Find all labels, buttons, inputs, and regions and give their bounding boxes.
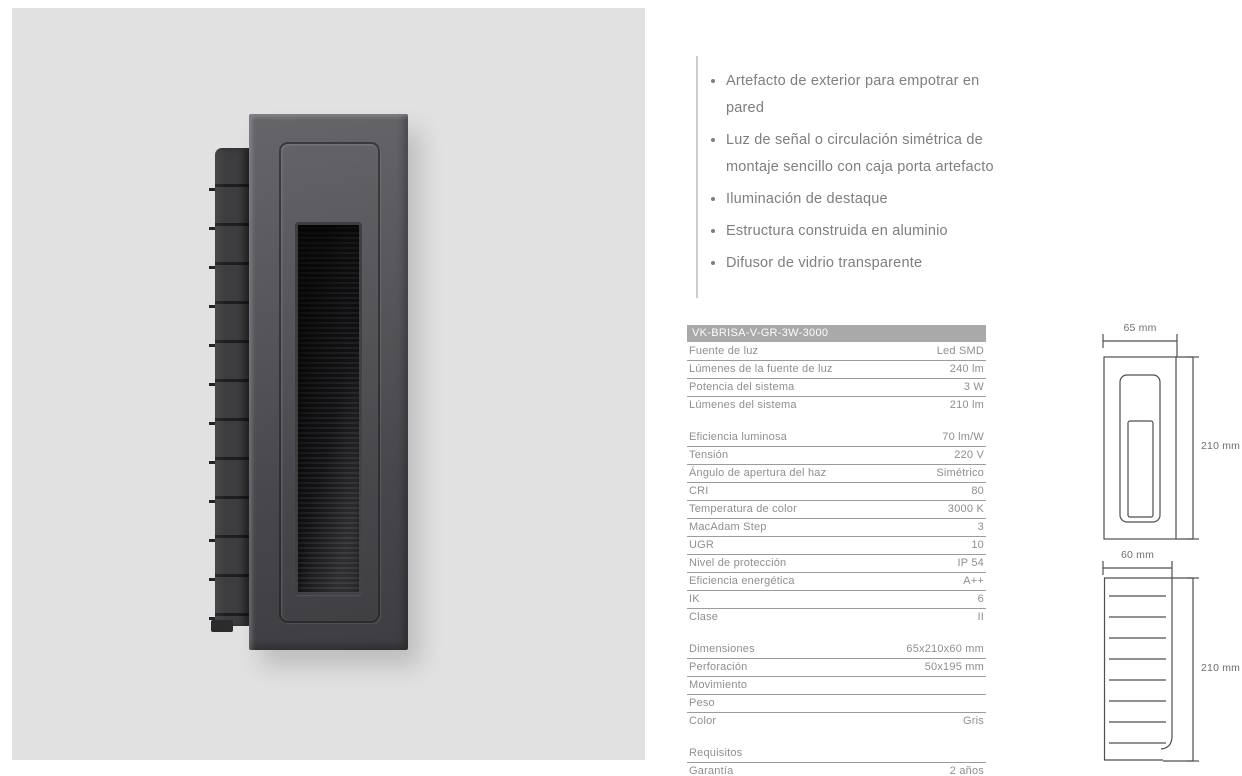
spec-row	[687, 591, 986, 609]
spec-value: 50x195 mm	[924, 661, 984, 673]
spec-row	[687, 397, 986, 414]
spec-row	[687, 677, 986, 695]
spec-label: Lúmenes del sistema	[689, 399, 797, 411]
spec-row	[687, 501, 986, 519]
spec-value: Gris	[963, 715, 984, 727]
side-height-dimension-label: 210 mm	[1201, 662, 1241, 674]
spec-value: 2 años	[949, 765, 984, 776]
luminaire-mount-tab	[211, 620, 233, 632]
spec-section-requirements	[687, 745, 986, 776]
spec-value: 3000 K	[947, 503, 984, 515]
spec-value: 210 lm	[949, 399, 984, 411]
front-view-outline	[1095, 320, 1242, 548]
spec-label: Peso	[689, 697, 715, 709]
spec-label: Garantía	[689, 765, 734, 776]
spec-row	[687, 537, 986, 555]
spec-value: 70 lm/W	[942, 431, 984, 443]
feature-item: • Estructura construida en aluminio	[726, 218, 1008, 245]
spec-value: II	[977, 611, 984, 623]
spec-row	[687, 695, 986, 713]
spec-row	[687, 573, 986, 591]
spec-label: Color	[689, 715, 717, 727]
product-photo	[12, 8, 645, 760]
spec-label: Temperatura de color	[689, 503, 797, 515]
spec-label: Potencia del sistema	[689, 381, 795, 393]
luminaire-finned-housing	[215, 148, 249, 626]
spec-label: Perforación	[689, 661, 748, 673]
drawing-front-view	[1095, 320, 1242, 548]
spec-row	[687, 429, 986, 447]
feature-item: • Iluminación de destaque	[726, 186, 1008, 213]
spec-label: Ángulo de apertura del haz	[689, 467, 827, 479]
spec-row	[687, 609, 986, 626]
spec-row	[687, 659, 986, 677]
spec-label: UGR	[689, 539, 715, 551]
side-view-outline	[1095, 548, 1242, 772]
spec-value: 6	[977, 593, 984, 605]
spec-table	[687, 325, 986, 776]
spec-value: 80	[971, 485, 984, 497]
spec-label: Requisitos	[689, 747, 743, 759]
spec-value: 3	[977, 521, 984, 533]
spec-label: Eficiencia energética	[689, 575, 795, 587]
spec-row	[687, 713, 986, 730]
feature-item: • Difusor de vidrio transparente	[726, 250, 1008, 277]
spec-label: Nivel de protección	[689, 557, 787, 569]
spec-row	[687, 447, 986, 465]
luminaire-front-plate	[249, 114, 408, 650]
feature-item: • Luz de señal o circulación simétrica de montaje sencillo con caja porta artefacto	[726, 127, 1008, 181]
spec-row	[687, 519, 986, 537]
spec-value: 3 W	[963, 381, 984, 393]
spec-label: IK	[689, 593, 700, 605]
feature-item: • Artefacto de exterior para empotrar en pared	[726, 68, 1008, 122]
spec-row	[687, 343, 986, 361]
drawing-side-view	[1095, 548, 1242, 772]
spec-row	[687, 555, 986, 573]
spec-label: Lúmenes de la fuente de luz	[689, 363, 833, 375]
spec-label: Fuente de luz	[689, 345, 759, 357]
side-width-dimension-label: 60 mm	[1120, 549, 1155, 561]
spec-row	[687, 379, 986, 397]
spec-value: Simétrico	[936, 467, 984, 479]
spec-section-light-source	[687, 343, 986, 414]
spec-value: 65x210x60 mm	[906, 643, 984, 655]
spec-value: Led SMD	[936, 345, 984, 357]
spec-row	[687, 641, 986, 659]
spec-label: CRI	[689, 485, 709, 497]
model-code-header: VK-BRISA-V-GR-3W-3000	[687, 325, 986, 342]
spec-label: Clase	[689, 611, 719, 623]
spec-section-physical	[687, 641, 986, 730]
spec-label: Dimensiones	[689, 643, 755, 655]
luminaire-louvered-recess	[295, 222, 362, 595]
spec-row	[687, 763, 986, 776]
spec-row	[687, 361, 986, 379]
spec-label: Movimiento	[689, 679, 748, 691]
spec-row	[687, 465, 986, 483]
front-height-dimension-label: 210 mm	[1201, 440, 1241, 452]
spec-label: MacAdam Step	[689, 521, 767, 533]
spec-section-electrical	[687, 429, 986, 626]
spec-label: Eficiencia luminosa	[689, 431, 787, 443]
front-width-dimension-label: 65 mm	[1123, 322, 1157, 334]
spec-value: A++	[963, 575, 984, 587]
spec-value: 10	[971, 539, 984, 551]
spec-value: IP 54	[957, 557, 984, 569]
feature-list	[696, 56, 1010, 298]
spec-row	[687, 483, 986, 501]
spec-value: 220 V	[954, 449, 984, 461]
spec-label: Tensión	[689, 449, 729, 461]
spec-row	[687, 745, 986, 763]
spec-value: 240 lm	[949, 363, 984, 375]
